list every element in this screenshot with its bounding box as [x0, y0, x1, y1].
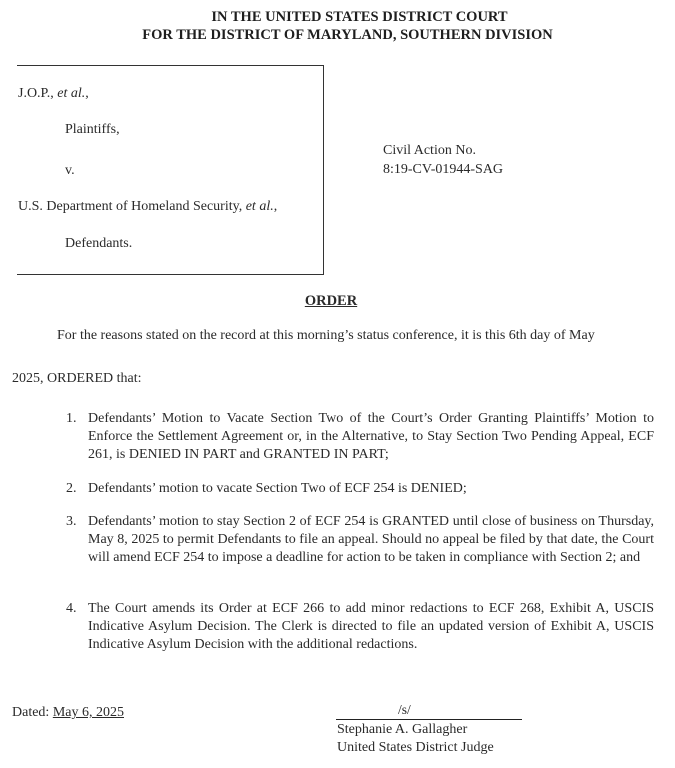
- dated-label: Dated:: [12, 705, 53, 720]
- order-item-number: 2.: [66, 481, 77, 496]
- defendant-name: U.S. Department of Homeland Security,: [18, 199, 246, 214]
- court-header-line2: FOR THE DISTRICT OF MARYLAND, SOUTHERN DIVISION: [142, 27, 553, 43]
- order-item-number: 3.: [66, 514, 77, 529]
- signature-line: [336, 719, 522, 720]
- defendant-party: [18, 199, 277, 215]
- judge-name: Stephanie A. Gallagher: [337, 722, 468, 737]
- civil-action-block: [383, 141, 503, 179]
- dated-value: May 6, 2025: [52, 705, 124, 720]
- order-item-text: Defendants’ motion to vacate Section Two of ECF 254 is DENIED;: [88, 481, 467, 496]
- order-item: [66, 600, 654, 655]
- civil-action-label: Civil Action No.: [383, 143, 476, 158]
- versus-label: v.: [65, 163, 75, 178]
- order-intro-line2: 2025, ORDERED that:: [12, 371, 142, 386]
- signature-mark: /s/: [398, 702, 411, 717]
- order-intro-line1: For the reasons stated on the record at this morning’s status conference, it is this 6th day of May: [57, 328, 595, 343]
- order-item-number: 4.: [66, 601, 77, 616]
- plaintiff-party: [18, 86, 89, 102]
- defendants-label: Defendants.: [65, 236, 133, 251]
- plaintiff-name: J.O.P.,: [18, 86, 58, 101]
- plaintiff-et-al: et al.: [57, 86, 86, 101]
- defendant-suffix: ,: [273, 199, 278, 214]
- order-item: [66, 513, 654, 568]
- order-item-text: The Court amends its Order at ECF 266 to add minor redactions to ECF 268, Exhibit A, USCIS Indicative Asylum Decision. The Clerk is directed to file an updated version of Exhibit A, USCIS Indicative Asylum Decision with the additional redactions.: [88, 601, 654, 653]
- case-number: 8:19-CV-01944-SAG: [383, 162, 504, 177]
- order-item: [66, 480, 654, 498]
- plaintiff-suffix: ,: [85, 86, 89, 101]
- dated-line: [12, 705, 124, 721]
- order-title: ORDER: [304, 293, 358, 309]
- order-item: [66, 410, 654, 465]
- court-header-line1: IN THE UNITED STATES DISTRICT COURT: [211, 9, 508, 25]
- plaintiffs-label: Plaintiffs,: [65, 122, 120, 137]
- order-item-number: 1.: [66, 411, 77, 426]
- order-item-text: Defendants’ motion to stay Section 2 of ECF 254 is GRANTED until close of business on Thursday, May 8, 2025 to permit Defendants to file an appeal. Should no appeal be filed by that date, the Court will amend ECF 254 to impose a deadline for action to be taken in compliance with Section 2; and: [88, 514, 654, 566]
- judge-title: United States District Judge: [337, 740, 494, 755]
- defendant-et-al: et al.: [245, 199, 274, 214]
- order-item-text: Defendants’ Motion to Vacate Section Two of the Court’s Order Granting Plaintiffs’ Motion to Enforce the Settlement Agreement or, in the Alternative, to Stay Section Two Pending Appeal, ECF 261, is DENIED IN PART and GRANTED IN PART;: [88, 411, 654, 463]
